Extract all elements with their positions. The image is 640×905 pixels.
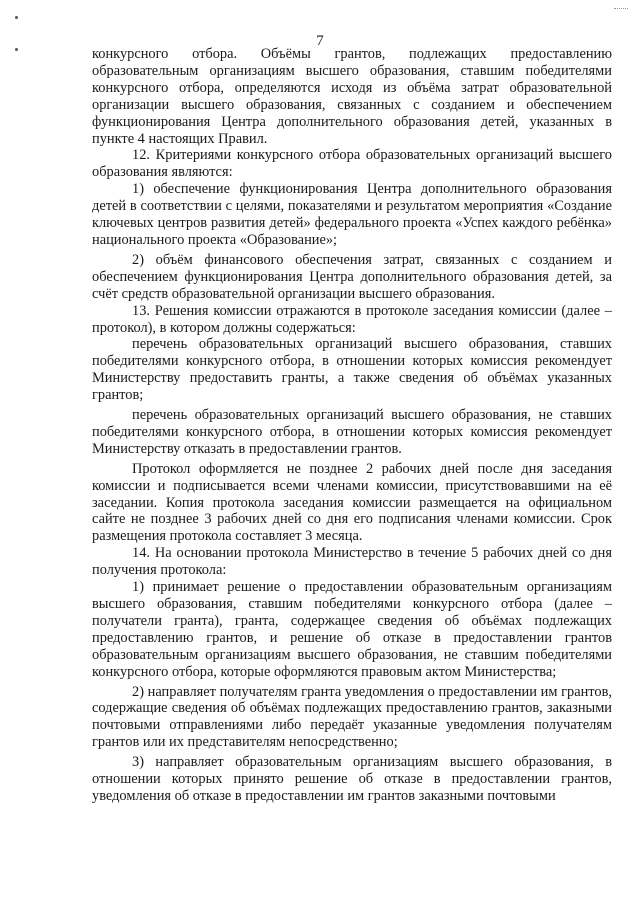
paragraph-12-item-1: 1) обеспечение функционирования Центра дополнительного образования детей в соответствии с целями, показателями и результатом мероприятия «Создание ключевых центров развития детей» федерального проекта «Успех каждого ребёнка» национального проекта «Образование»; [92, 181, 612, 248]
scan-speck [15, 16, 18, 19]
paragraph-14-item-2: 2) направляет получателям гранта уведомления о предоставлении им грантов, содержащие сведения об объёмах подлежащих предоставлению грантов, заказными почтовыми отправлениями либо передаёт указанные уведомления получателям грантов или их представителям непосредственно; [92, 683, 612, 751]
paragraph-13-list-winners: перечень образовательных организаций высшего образования, ставших победителями конкурсного отбора, в отношении которых комиссия рекомендует Министерству предоставить гранты, а также сведения об объёмах указанных грантов; [92, 336, 612, 404]
paragraph-continuation: конкурсного отбора. Объёмы грантов, подлежащих предоставлению образовательным организациям высшего образования, ставшим победителями конкурсного отбора, определяются исходя из объёма затрат образовательной организации высшего образования, связанных с созданием и обеспечением функционирования Центра дополнительного образования детей, указанных в пункте 4 настоящих Правил. [92, 46, 612, 147]
paragraph-protocol: Протокол оформляется не позднее 2 рабочих дней после дня заседания комиссии и подписывается всеми членами комиссии, присутствовавшими на её заседании. Копия протокола заседания комиссии размещается на официальном сайте не позднее 3 рабочих дней со дня его подписания членами комиссии. Срок размещения протокола составляет 3 месяца. [92, 460, 612, 545]
scan-corner-mark [614, 8, 628, 11]
paragraph-12-item-2: 2) объём финансового обеспечения затрат, связанных с созданием и обеспечением функционирования Центра дополнительного образования детей, за счёт средств образовательной организации высшего образования. [92, 251, 612, 302]
paragraph-12: 12. Критериями конкурсного отбора образовательных организаций высшего образования являются: [92, 147, 612, 181]
page-number: 7 [316, 33, 324, 49]
paragraph-13: 13. Решения комиссии отражаются в протоколе заседания комиссии (далее – протокол), в котором должны содержаться: [92, 302, 612, 336]
paragraph-14: 14. На основании протокола Министерство в течение 5 рабочих дней со дня получения протокола: [92, 545, 612, 579]
paragraph-14-item-3: 3) направляет образовательным организациям высшего образования, в отношении которых принято решение об отказе в предоставлении грантов, уведомления об отказе в предоставлении им грантов заказными почтовыми [92, 754, 612, 804]
document-body [92, 46, 612, 805]
paragraph-14-item-1: 1) принимает решение о предоставлении образовательным организациям высшего образования, ставшим победителями конкурсного отбора (далее – получатели гранта), гранта, содержащее сведения об объёмах подлежащих предоставлению грантов, и решение об отказе в предоставлении грантов образовательным организациям высшего образования, не ставшим победителями конкурсного отбора, которые оформляются правовым актом Министерства; [92, 579, 612, 680]
paragraph-13-list-non-winners: перечень образовательных организаций высшего образования, не ставших победителями конкурсного отбора, в отношении которых комиссия рекомендует Министерству отказать в предоставлении грантов. [92, 407, 612, 457]
